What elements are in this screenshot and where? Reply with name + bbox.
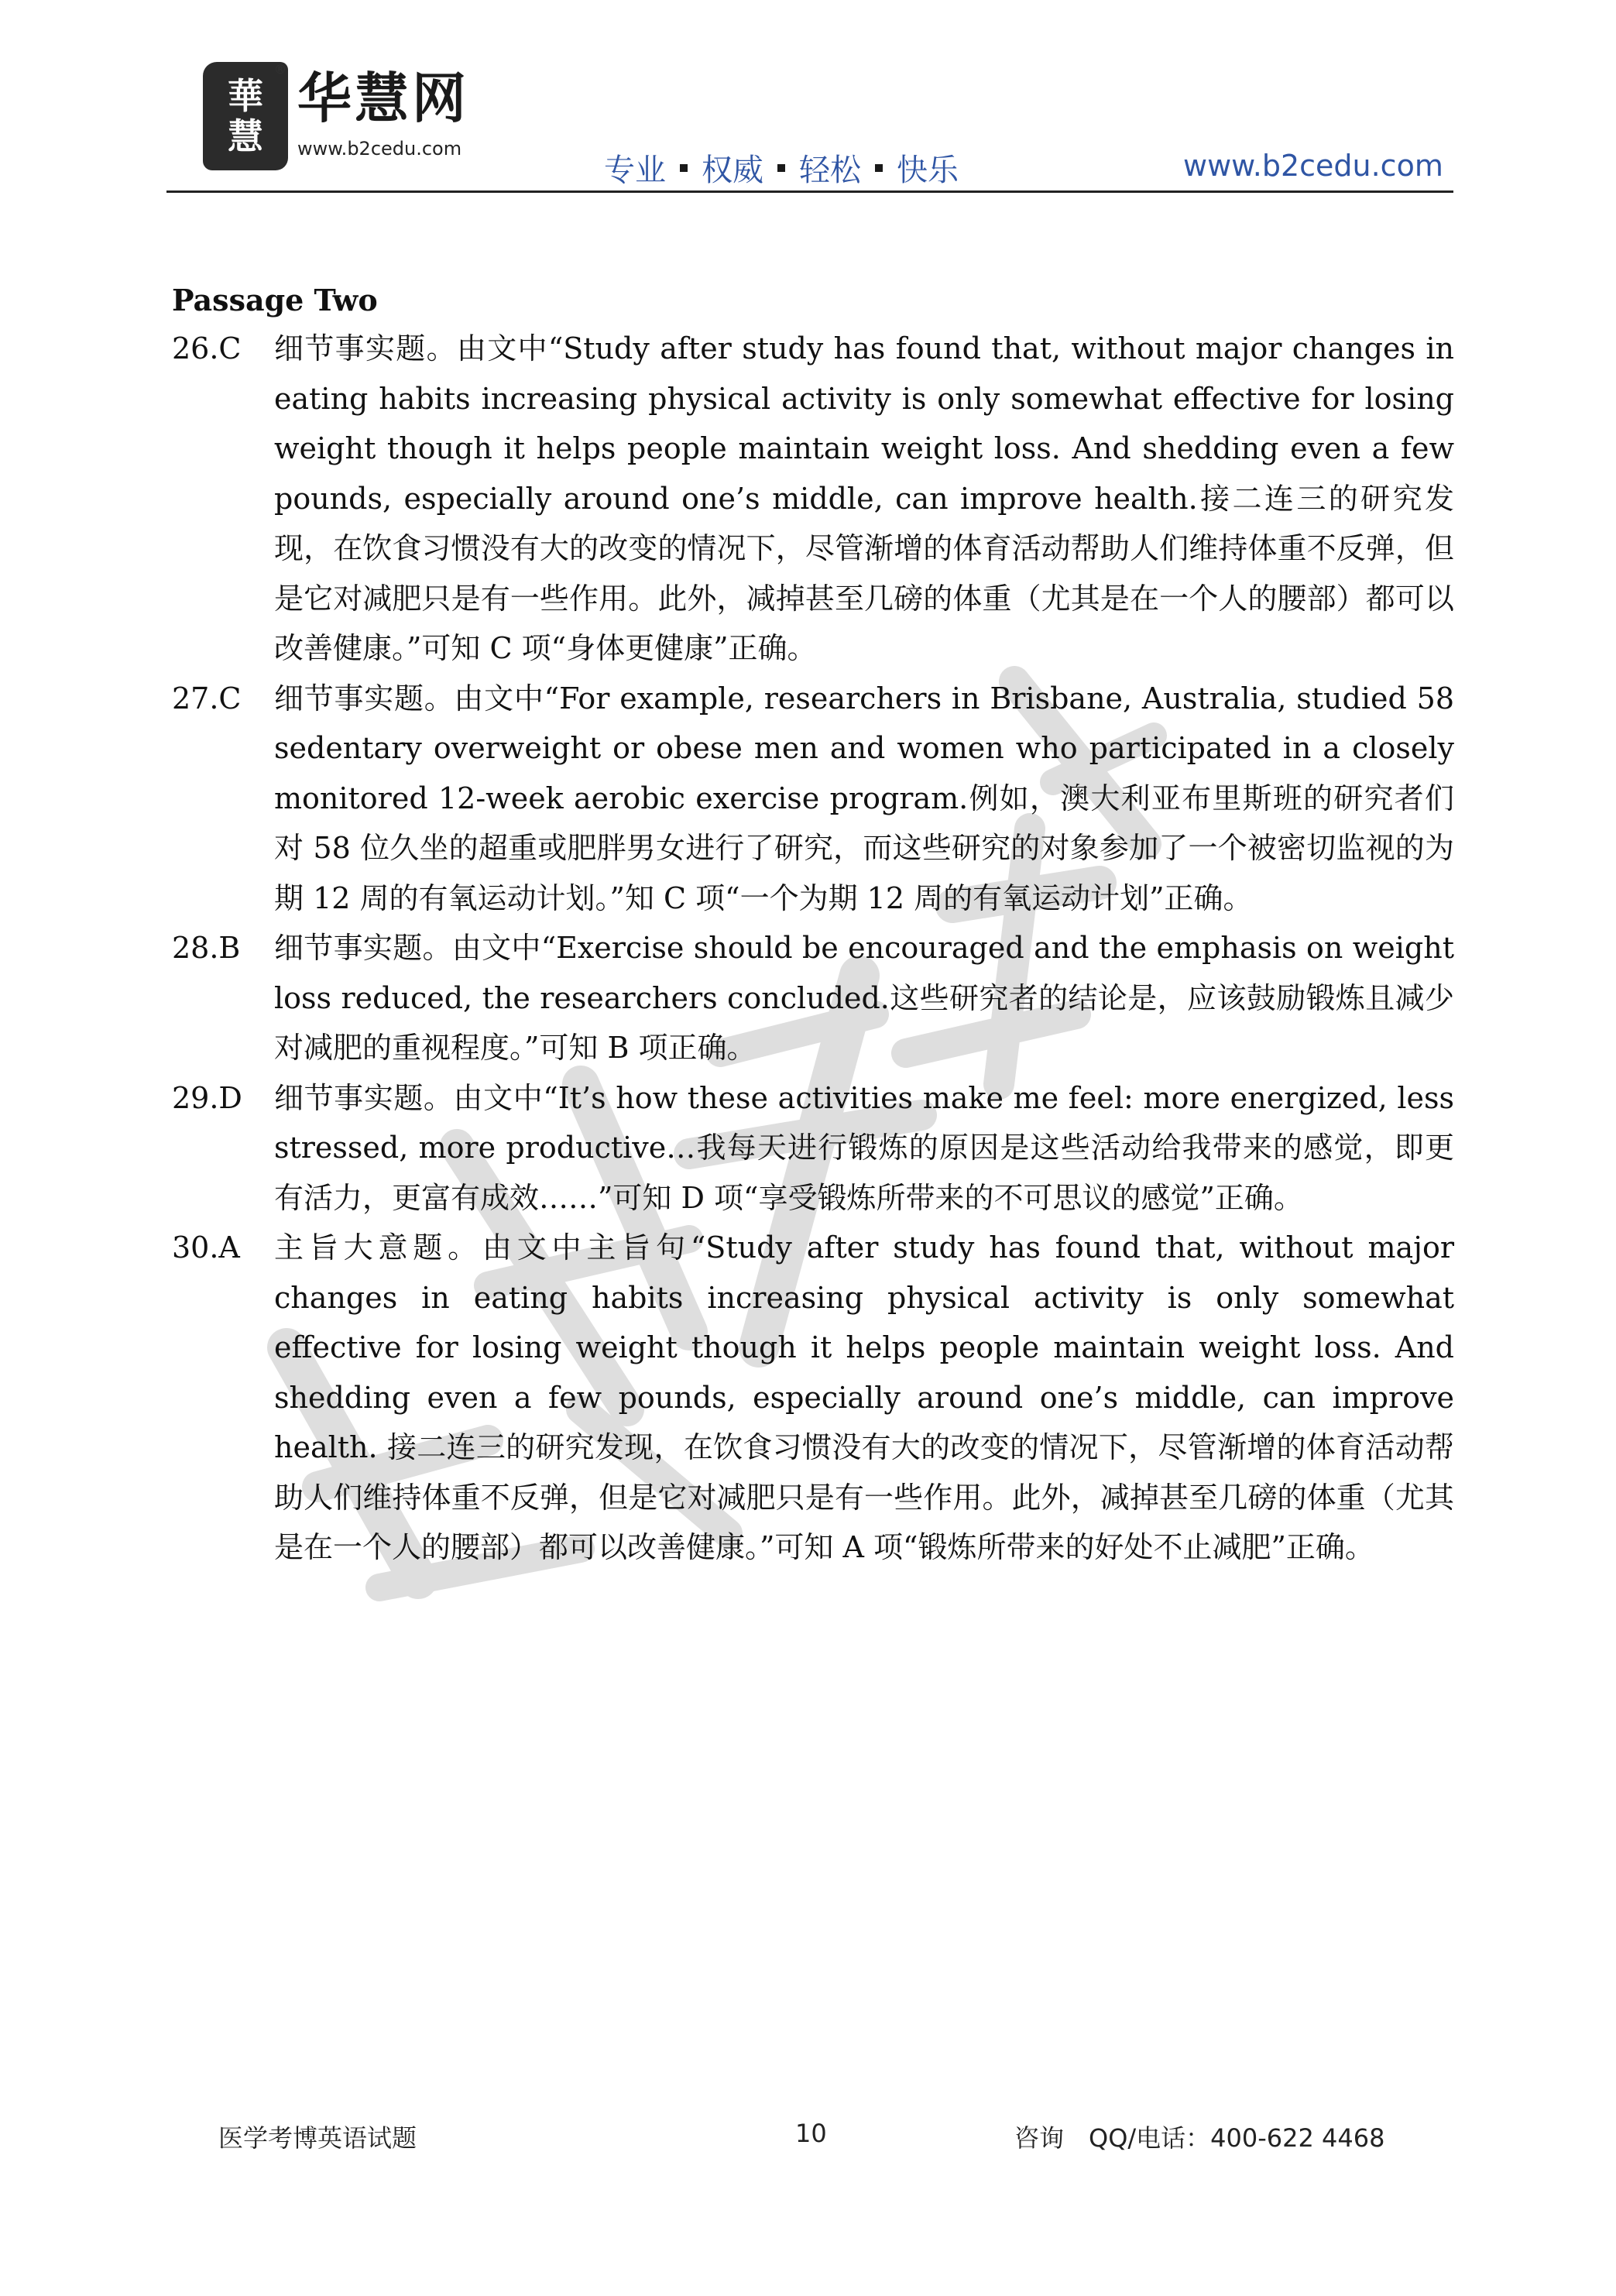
site-url-link[interactable]: www.b2cedu.com [1183, 149, 1443, 183]
answer-item [172, 324, 1454, 674]
answer-item [172, 1073, 1454, 1224]
answer-item [172, 1223, 1454, 1573]
logo-seal-char: 慧 [228, 115, 263, 157]
answer-explanation: 细节事实题。由文中“Exercise should be encouraged and the emphasis on weight loss reduced, the researchers concluded.这些研究者的结论是，应该鼓励锻炼且减少对减肥的重视程度。”可知 B 项正确。 [274, 931, 1454, 1065]
slogan-word: 专业 [604, 153, 666, 188]
slogan-word: 轻松 [799, 153, 861, 188]
answer-number: 30.A [172, 1230, 240, 1265]
answer-explanation: 主旨大意题。由文中主旨句“Study after study has found that, without major changes in eating habits increasing physical activity is only somewhat effective for losing weight though it helps people maintain weight loss. And shedding even a few pounds, especially around one’s middle, can improve health. 接二连三的研究发现，在饮食习惯没有大的改变的情况下，尽管渐增的体育活动帮助人们维持体重不反弹，但是它对减肥只是有一些作用。此外，减掉甚至几磅的体重（尤其是在一个人的腰部）都可以改善健康。”可知 A 项“锻炼所带来的好处不止减肥”正确。 [274, 1230, 1454, 1564]
logo-seal-char: 華 [228, 75, 263, 117]
footer-title: 医学考博英语试题 [218, 2123, 417, 2153]
answer-item [172, 674, 1454, 924]
answer-explanation: 细节事实题。由文中“It’s how these activities make me feel: more energized, less stressed, more productive…我每天进行锻炼的原因是这些活动给我带来的感觉，即更有活力，更富有成效……”可知 D 项“享受锻炼所带来的不可思议的感觉”正确。 [274, 1080, 1454, 1215]
passage-title: Passage Two [172, 283, 378, 317]
page-footer [0, 2119, 1616, 2165]
brand-name: 华慧网 [297, 67, 469, 130]
registered-mark-icon: ® [274, 62, 286, 77]
slogan [604, 146, 959, 190]
page-header [0, 0, 1616, 201]
footer-contact: 咨询 QQ/电话：400-622 4468 [1014, 2123, 1385, 2153]
bullet-square-icon [680, 164, 688, 172]
answer-number: 27.C [172, 681, 242, 716]
brand-logo-seal [203, 62, 288, 170]
answer-content [172, 279, 1454, 1573]
slogan-word: 权威 [702, 153, 763, 188]
page-number: 10 [795, 2119, 827, 2148]
answer-explanation: 细节事实题。由文中“Study after study has found that, without major changes in eating habits increasing physical activity is only somewhat effective for losing weight though it helps people maintain weight loss. And shedding even a few pounds, especially around one’s middle, can improve health.接二连三的研究发现，在饮食习惯没有大的改变的情况下，尽管渐增的体育活动帮助人们维持体重不反弹，但是它对减肥只是有一些作用。此外，减掉甚至几磅的体重（尤其是在一个人的腰部）都可以改善健康。”可知 C 项“身体更健康”正确。 [274, 331, 1454, 665]
answer-explanation: 细节事实题。由文中“For example, researchers in Brisbane, Australia, studied 58 sedentary overweight or obese men and women who participated in a closely monitored 12-week aerobic exercise program.例如，澳大利亚布里斯班的研究者们对 58 位久坐的超重或肥胖男女进行了研究，而这些研究的对象参加了一个被密切监视的为期 12 周的有氧运动计划。”知 C 项“一个为期 12 周的有氧运动计划”正确。 [274, 681, 1454, 915]
slogan-word: 快乐 [897, 153, 959, 188]
bullet-square-icon [875, 164, 883, 172]
answer-number: 28.B [172, 931, 241, 965]
answer-item [172, 923, 1454, 1073]
bullet-square-icon [777, 164, 785, 172]
answer-number: 26.C [172, 331, 242, 366]
brand-url: www.b2cedu.com [297, 138, 462, 160]
header-divider [166, 190, 1453, 193]
answer-number: 29.D [172, 1080, 242, 1115]
